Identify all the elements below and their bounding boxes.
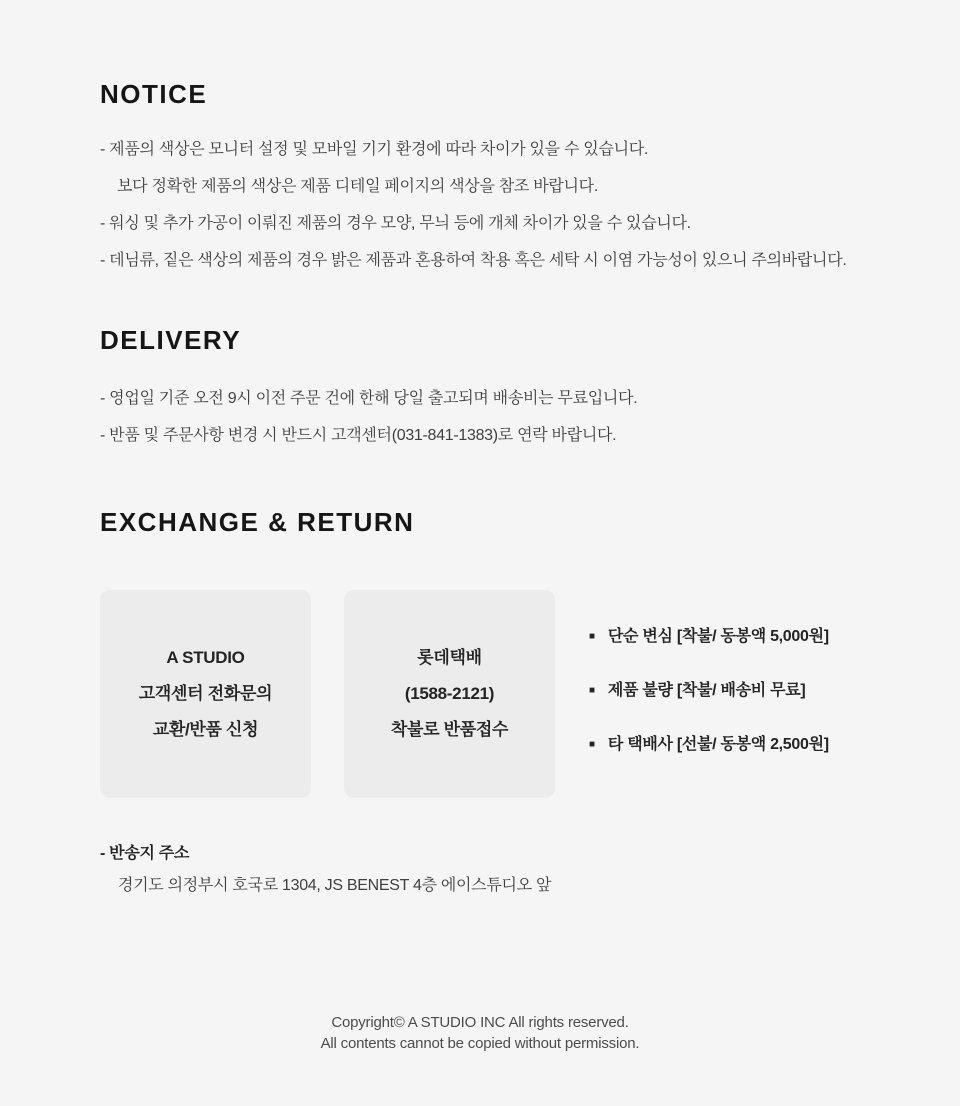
policy-item [589,664,829,718]
notice-item-continuation: 보다 정확한 제품의 색상은 제품 디테일 페이지의 색상을 참조 바랍니다. [117,178,598,195]
return-address-block [100,838,551,902]
copyright-line: Copyright© A STUDIO INC All rights reserved. [331,1014,629,1031]
exchange-return-section-title: EXCHANGE & RETURN [100,507,415,537]
notice-list [100,131,847,279]
policy-item [589,610,829,664]
delivery-item: - 영업일 기준 오전 9시 이전 주문 건에 한해 당일 출고되며 배송비는 무료입니다. [100,390,638,407]
delivery-list [100,380,637,454]
notice-section-title: NOTICE [100,79,208,109]
notice-item: - 제품의 색상은 모니터 설정 및 모바일 기기 환경에 따라 차이가 있을 수 있습니다. [100,141,649,158]
card-contact-line: 고객센터 전화문의 [138,684,273,703]
policy-text: 제품 불량 [착불/ 배송비 무료] [607,682,806,699]
square-bullet-icon: ■ [589,631,595,642]
delivery-section-title: DELIVERY [100,325,242,355]
square-bullet-icon: ■ [589,685,595,696]
return-address-value: 경기도 의정부시 호국로 1304, JS BENEST 4층 에이스튜디오 앞 [118,877,552,894]
delivery-item: - 반품 및 주문사항 변경 시 반드시 고객센터(031-841-1383)로 연락 바랍니다. [100,427,617,444]
copyright-footer [0,1012,960,1054]
notice-item: - 데님류, 짙은 색상의 제품의 경우 밝은 제품과 혼용하여 착용 혹은 세탁 시 이염 가능성이 있으니 주의바랍니다. [100,252,847,269]
card-courier-phone: (1588-2121) [404,684,495,703]
courier-info-card [344,590,555,798]
card-courier-line: 착불로 반품접수 [390,720,509,739]
card-courier-name: 롯데택배 [417,648,482,667]
policy-text: 단순 변심 [착불/ 동봉액 5,000원] [607,628,829,645]
square-bullet-icon: ■ [589,739,595,750]
contact-info-card [100,590,311,798]
notice-item: - 워싱 및 추가 가공이 이뤄진 제품의 경우 모양, 무늬 등에 개체 차이가 있을 수 있습니다. [100,215,691,232]
return-policy-list [589,610,829,772]
return-address-label: - 반송지 주소 [100,845,190,862]
policy-text: 타 택배사 [선불/ 동봉액 2,500원] [607,736,829,753]
card-brand-name: A STUDIO [166,648,245,667]
card-contact-line: 교환/반품 신청 [152,720,259,739]
permission-line: All contents cannot be copied without permission. [320,1035,640,1052]
policy-item [589,718,829,772]
